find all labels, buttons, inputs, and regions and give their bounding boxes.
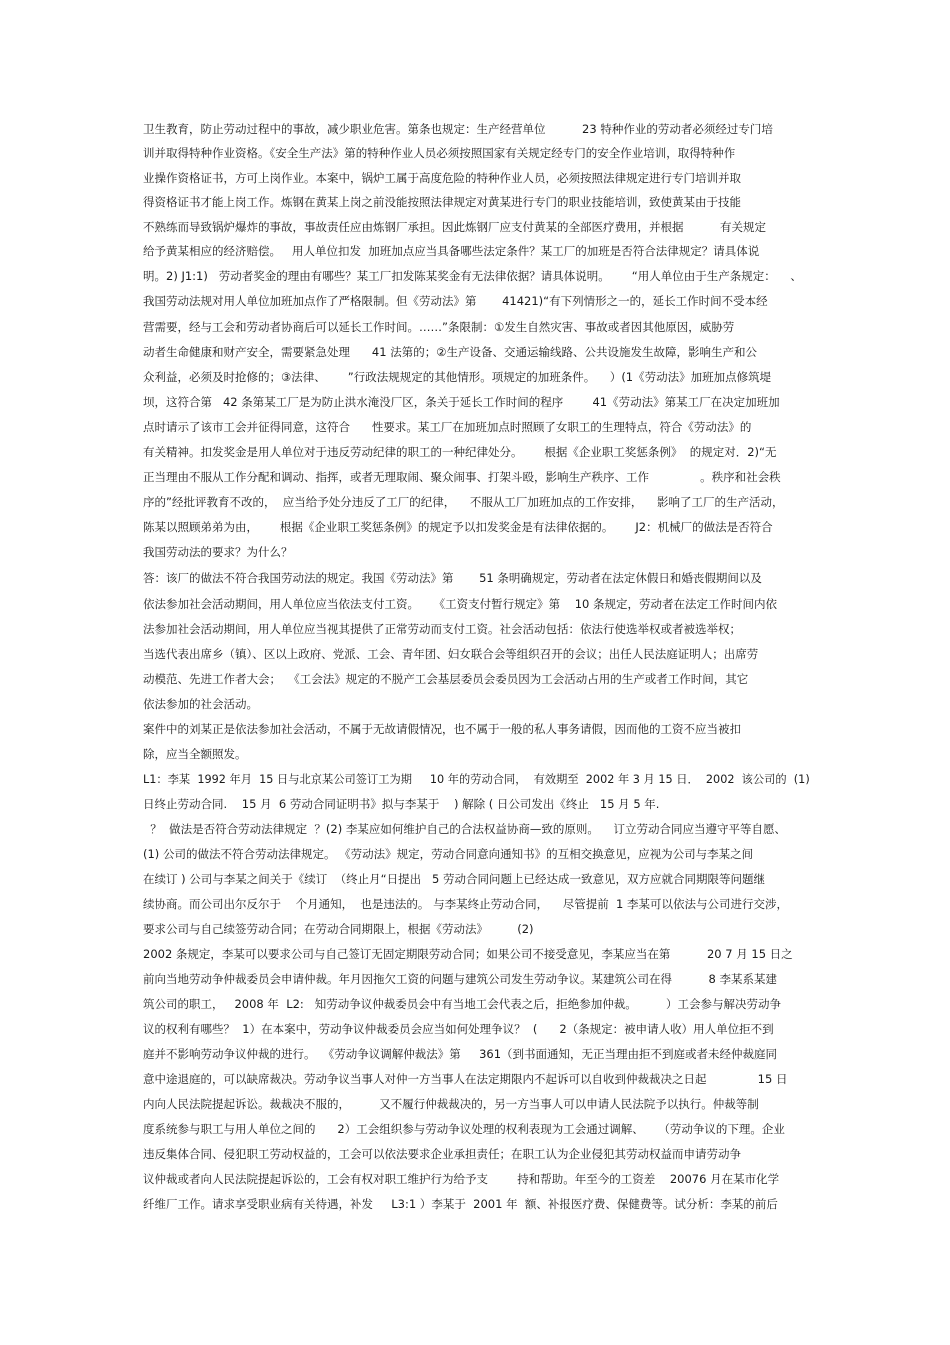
- text-line: 点时请示了该市工会并征得同意，这符合 性要求。某工厂在加班加点时照顾了女职工的生理特点，符合《劳动法》的: [143, 420, 752, 434]
- text-line: 卫生教育，防止劳动过程中的事故，减少职业危害。第条也规定：生产经营单位 23 特种作业的劳动者必须经过专门培: [143, 122, 773, 136]
- text-line: 法参加社会活动期间，用人单位应当视其提供了正常劳动而支付工资。社会活动包括：依法行使选举权或者被选举权；: [143, 622, 741, 636]
- text-line: 正当理由不服从工作分配和调动、指挥，或者无理取闹、聚众闹事、打架斗殴，影响生产秩序、工作 。秩序和社会秩: [143, 470, 781, 484]
- text-line: 前向当地劳动争仲裁委员会申请仲裁。年月因拖欠工资的问题与建筑公司发生劳动争议。某建筑公司在得 8 李某系某建: [143, 972, 778, 986]
- text-line: 众利益，必须及时抢修的；③法律、 ”行政法规规定的其他情形。项规定的加班条件。 ）(1《劳动法》加班加点修筑堤: [143, 370, 772, 384]
- text-line: 议仲裁或者向人民法院提起诉讼的，工会有权对职工维护行为给予支 持和帮助。年至今的工资差 20076 月在某市化学: [143, 1172, 780, 1186]
- text-line: 2002 条规定，李某可以要求公司与自己签订无固定期限劳动合同；如果公司不接受意见，李某应当在第 20 7 月 15 日之: [143, 947, 793, 961]
- text-line: 营需要，经与工会和劳动者协商后可以延长工作时间。……”条限制：①发生自然灾害、事故或者因其他原因，威胁劳: [143, 320, 735, 334]
- text-line: 动模范、先进工作者大会； 《工会法》规定的不脱产工会基层委员会委员因为工会活动占用的生产或者工作时间，其它: [143, 672, 749, 686]
- text-line: 有关精神。扣发奖金是用人单位对于违反劳动纪律的职工的一种纪律处分。 根据《企业职工奖惩条例》 的规定对．2)“无: [143, 445, 777, 459]
- text-line: 筑公司的职工， 2008 年 L2: 知劳动争议仲裁委员会中有当地工会代表之后，拒绝参加仲裁。 ）工会参与解决劳动争: [143, 997, 782, 1011]
- text-line: 日终止劳动合同. 15 月 6 劳动合同证明书》拟与李某于 ) 解除 ( 日公司发出《终止 15 月 5 年.: [143, 797, 660, 811]
- text-line: 庭并不影响劳动争议仲裁的进行。 《劳动争议调解仲裁法》第 361（到书面通知，无正当理由拒不到庭或者未经仲裁庭同: [143, 1047, 778, 1061]
- text-line: 纤维厂工作。请求享受职业病有关待遇，补发 L3:1 ）李某于 2001 年 额、补报医疗费、保健费等。试分析：李某的前后: [143, 1197, 778, 1211]
- text-line: 议的权利有哪些？ 1）在本案中，劳动争议仲裁委员会应当如何处理争议？ ( 2（条规定：被申请人收）用人单位拒不到: [143, 1022, 774, 1036]
- text-line: 续协商。而公司出尔反尔于 个月通知， 也是违法的。 与李某终止劳动合同， 尽管提前 1 李某可以依法与公司进行交涉，: [143, 897, 788, 911]
- text-line: ？ 做法是否符合劳动法律规定 ？(2) 李某应如何维护自己的合法权益协商—致的原则。 订立劳动合同应当遵守平等自愿、: [143, 822, 786, 836]
- text-line: 除，应当全额照发。: [143, 747, 247, 761]
- text-line: 答：该厂的做法不符合我国劳动法的规定。我国《劳动法》第 51 条明确规定，劳动者在法定休假日和婚丧假期间以及: [143, 571, 762, 585]
- text-line: 依法参加的社会活动。: [143, 697, 258, 711]
- text-line: 序的”经批评教育不改的， 应当给予处分违反了工厂的纪律， 不服从工厂加班加点的工作安排， 影响了工厂的生产活动，: [143, 495, 784, 509]
- text-line: 我国劳动法的要求？为什么？: [143, 545, 293, 559]
- text-line: 陈某以照顾弟弟为由， 根据《企业职工奖惩条例》的规定予以扣发奖金是有法律依据的。 J2：机械厂的做法是否符合: [143, 520, 773, 534]
- text-line: 业操作资格证书，方可上岗作业。本案中，锅炉工属于高度危险的特种作业人员，必须按照法律规定进行专门培训并取: [143, 171, 741, 185]
- text-line: 案件中的刘某正是依法参加社会活动，不属于无故请假情况，也不属于一般的私人事务请假，因而他的工资不应当被扣: [143, 722, 741, 736]
- text-line: 要求公司与自己续签劳动合同；在劳动合同期限上，根据《劳动法》 (2): [143, 922, 534, 936]
- text-line: 我国劳动法规对用人单位加班加点作了严格限制。但《劳动法》第 41421)“有下列情形之一的，延长工作时间不受本经: [143, 294, 768, 308]
- text-line: 在续订 ) 公司与李某之间关于《续订 （终止月“日提出 5 劳动合同问题上已经达成一致意见，双方应就合同期限等问题继: [143, 872, 765, 886]
- text-line: 给予黄某相应的经济赔偿。 用人单位扣发 加班加点应当具备哪些法定条件？某工厂的加班是否符合法律规定？请具体说: [143, 244, 760, 258]
- text-line: 依法参加社会活动期间，用人单位应当依法支付工资。 《工资支付暂行规定》第 10 条规定，劳动者在法定工作时间内依: [143, 597, 778, 611]
- text-line: 违反集体合同、侵犯职工劳动权益的，工会可以依法要求企业承担责任；在职工认为企业侵犯其劳动权益而申请劳动争: [143, 1147, 741, 1161]
- text-line: 得资格证书才能上岗工作。炼钢在黄某上岗之前没能按照法律规定对黄某进行专门的职业技能培训，致使黄某由于技能: [143, 195, 741, 209]
- text-line: (1) 公司的做法不符合劳动法律规定。 《劳动法》规定，劳动合同意向通知书》的互相交换意见，应视为公司与李某之间: [143, 847, 754, 861]
- text-line: 当选代表出席乡（镇）、区以上政府、党派、工会、青年团、妇女联合会等组织召开的会议；出任人民法庭证明人；出席劳: [143, 647, 759, 661]
- text-line: 坝，这符合第 42 条第某工厂是为防止洪水淹没厂区，条关于延长工作时间的程序 41《劳动法》第某工厂在决定加班加: [143, 395, 780, 409]
- text-line: 内向人民法院提起诉讼。裁裁决不服的， 又不履行仲裁裁决的，另一方当事人可以申请人民法院予以执行。仲裁等制: [143, 1097, 759, 1111]
- text-line: 意中途退庭的，可以缺席裁决。劳动争议当事人对仲一方当事人在法定期限内不起诉可以自收到仲裁裁决之日起 15 日: [143, 1072, 788, 1086]
- text-line: 训并取得特种作业资格。《安全生产法》第的特种作业人员必须按照国家有关规定经专门的安全作业培训，取得特种作: [143, 146, 736, 160]
- text-line: 明。2) J1:1) 劳动者奖金的理由有哪些？某工厂扣发陈某奖金有无法律依据？请具体说明。 “用人单位由于生产条规定： 、: [143, 269, 802, 283]
- text-line: 不熟练而导致锅炉爆炸的事故，事故责任应由炼钢厂承担。因此炼钢厂应支付黄某的全部医疗费用，并根据 有关规定: [143, 220, 767, 234]
- text-line: 度系统参与职工与用人单位之间的 2）工会组织参与劳动争议处理的权利表现为工会通过调解、 （劳动争议的下理。企业: [143, 1122, 785, 1136]
- text-line: L1：李某 1992 年月 15 日与北京某公司签订工为期 10 年的劳动合同， 有效期至 2002 年 3 月 15 日． 2002 该公司的 (1): [143, 772, 810, 786]
- text-line: 动者生命健康和财产安全，需要紧急处理 41 法第的；②生产设备、交通运输线路、公共设施发生故障，影响生产和公: [143, 345, 758, 359]
